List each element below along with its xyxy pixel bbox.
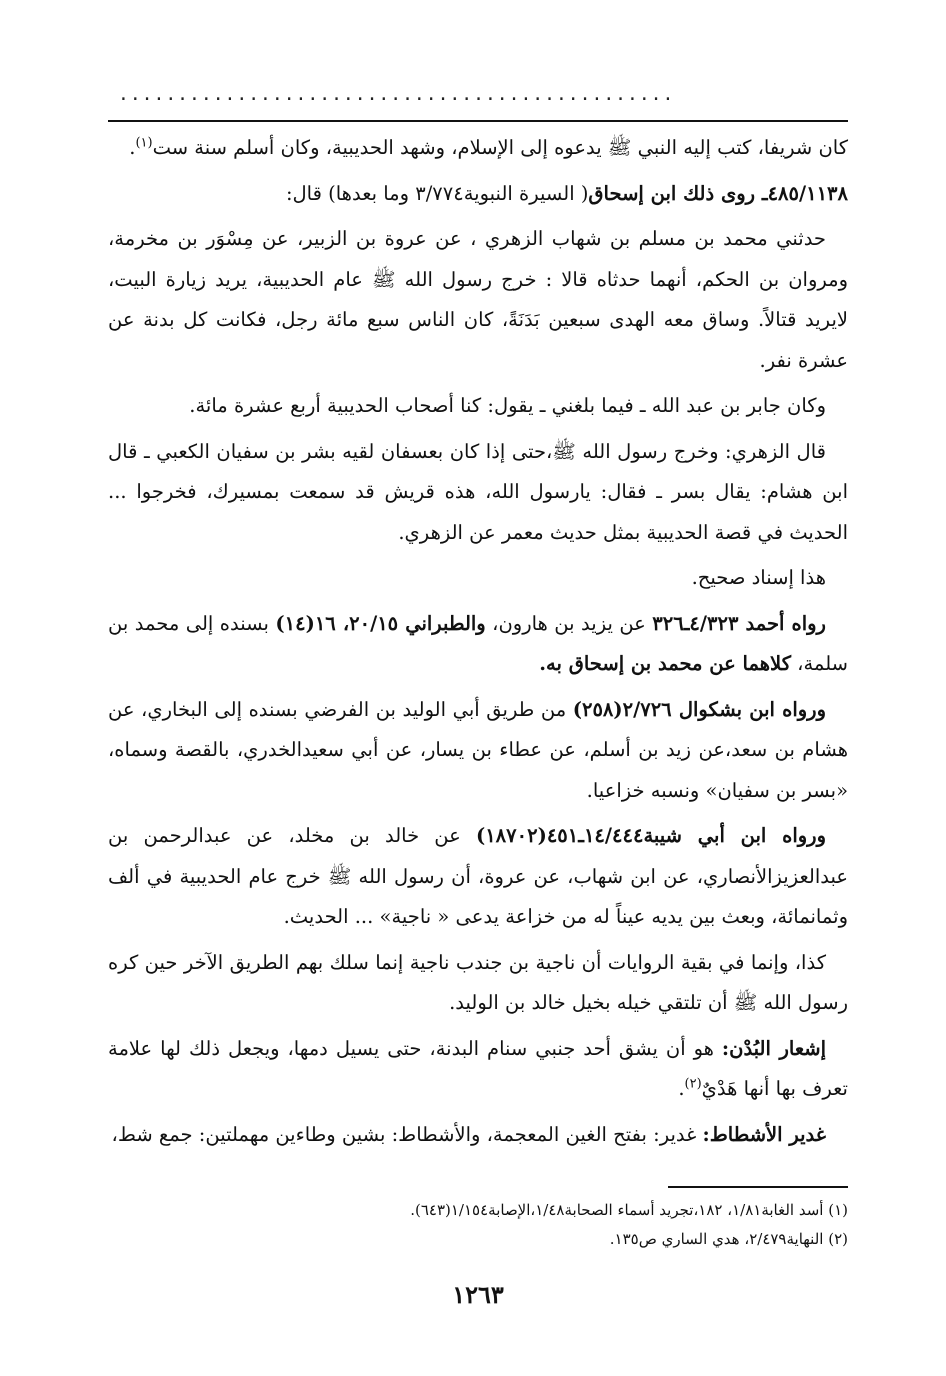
dotted-header-line: ............................................... xyxy=(118,84,675,105)
footnote-rule xyxy=(668,1186,848,1188)
paragraph: كان شريفا، كتب إليه النبي ﷺ يدعوه إلى الإسلام، وشهد الحديبية، وكان أسلم سنة ست$^{(١)}$. xyxy=(129,135,848,159)
paragraph-entry-heading: ٤٨٥/١١٣٨ـ روى ذلك ابن إسحاق( السيرة النبوية٣/٧٧٤ وما بعدها) قال: xyxy=(285,181,848,205)
paragraph: إشعار البُدْن: هو أن يشق أحد جنبي سنام البدنة، حتى يسيل دمها، ويجعل ذلك لها علامة تعرف بها أنها هَدْيٌ$^{(٢)}$. xyxy=(108,1036,848,1100)
paragraph: رواه أحمد ٤/٣٢٣ـ٣٢٦ عن يزيد بن هارون، والطبراني ٢٠/١٥، ١٦(١٤) بسنده إلى محمد بن سلمة، كلاهما عن محمد بن إسحاق به. xyxy=(108,611,848,675)
paragraph: ورواه ابن بشكوال ٢/٧٢٦(٢٥٨) من طريق أبي الوليد بن الفرضي بسنده إلى البخاري، عن هشام بن سعد،عن زيد بن أسلم، عن عطاء بن يسار، عن أبي سعيدالخدري، بالقصة وسماه، «بسر بن سفيان» ونسبه خزاعيا. xyxy=(108,697,848,802)
footnote: (٢) النهاية٢/٤٧٩، هدي الساري ص١٣٥. xyxy=(609,1230,848,1248)
footnotes xyxy=(108,1196,848,1254)
header-rule xyxy=(108,120,848,122)
paragraph: ورواه ابن أبي شيبة١٤/٤٤٤ـ٤٥١(١٨٧٠٢) عن خالد بن مخلد، عن عبدالرحمن بن عبدالعزيزالأنصاري، عن ابن شهاب، عن عروة، أن رسول الله ﷺ خرج عام الحديبية في ألف وثمانمائة، وبعث بين يديه عيناً له من خزاعة يدعى « ناجية» ... الحديث. xyxy=(108,824,848,928)
paragraph: كذا، وإنما في بقية الروايات أن ناجية بن جندب ناجية إنما سلك بهم الطريق الآخر حين كره رسول الله ﷺ أن تلتقي خيله بخيل خالد بن الوليد. xyxy=(108,950,848,1014)
paragraph: قال الزهري: وخرج رسول الله ﷺ،حتى إذا كان بعسفان لقيه بشر بن سفيان الكعبي ـ قال ابن هشام: يقال بسر ـ فقال: يارسول الله، هذه قريش قد سمعت بمسيرك، فخرجوا ... الحديث في قصة الحديبية بمثل حديث معمر عن الزهري. xyxy=(108,439,848,544)
paragraph: هذا إسناد صحيح. xyxy=(691,566,826,589)
paragraph: غدير الأشطاط: غدير: بفتح الغين المعجمة، والأشطاط: بشين وطاءين مهملتين: جمع شط، xyxy=(111,1122,826,1146)
page-number: ١٢٦٣ xyxy=(452,1280,504,1309)
paragraph: حدثني محمد بن مسلم بن شهاب الزهري ، عن عروة بن الزبير، عن مِسْوَر بن مخرمة، ومروان بن الحكم، أنهما حدثاه قالا : خرج رسول الله ﷺ عام الحديبية، يريد زيارة البيت، لايريد قتالاً. وساق معه الهدى سبعين بَدَنَةً، كان الناس سبع مائة رجل، فكانت كل بدنة عن عشرة نفر. xyxy=(108,227,848,372)
page xyxy=(108,0,848,1376)
footnote: (١) أسد الغابة١/٨١، ١٨٢،تجريد أسماء الصحابة١/٤٨،الإصابة١/١٥٤(٦٤٣). xyxy=(410,1201,848,1219)
paragraph: وكان جابر بن عبد الله ـ فيما بلغني ـ يقول: كنا أصحاب الحديبية أربع عشرة مائة. xyxy=(189,394,826,417)
main-text xyxy=(108,128,848,1160)
